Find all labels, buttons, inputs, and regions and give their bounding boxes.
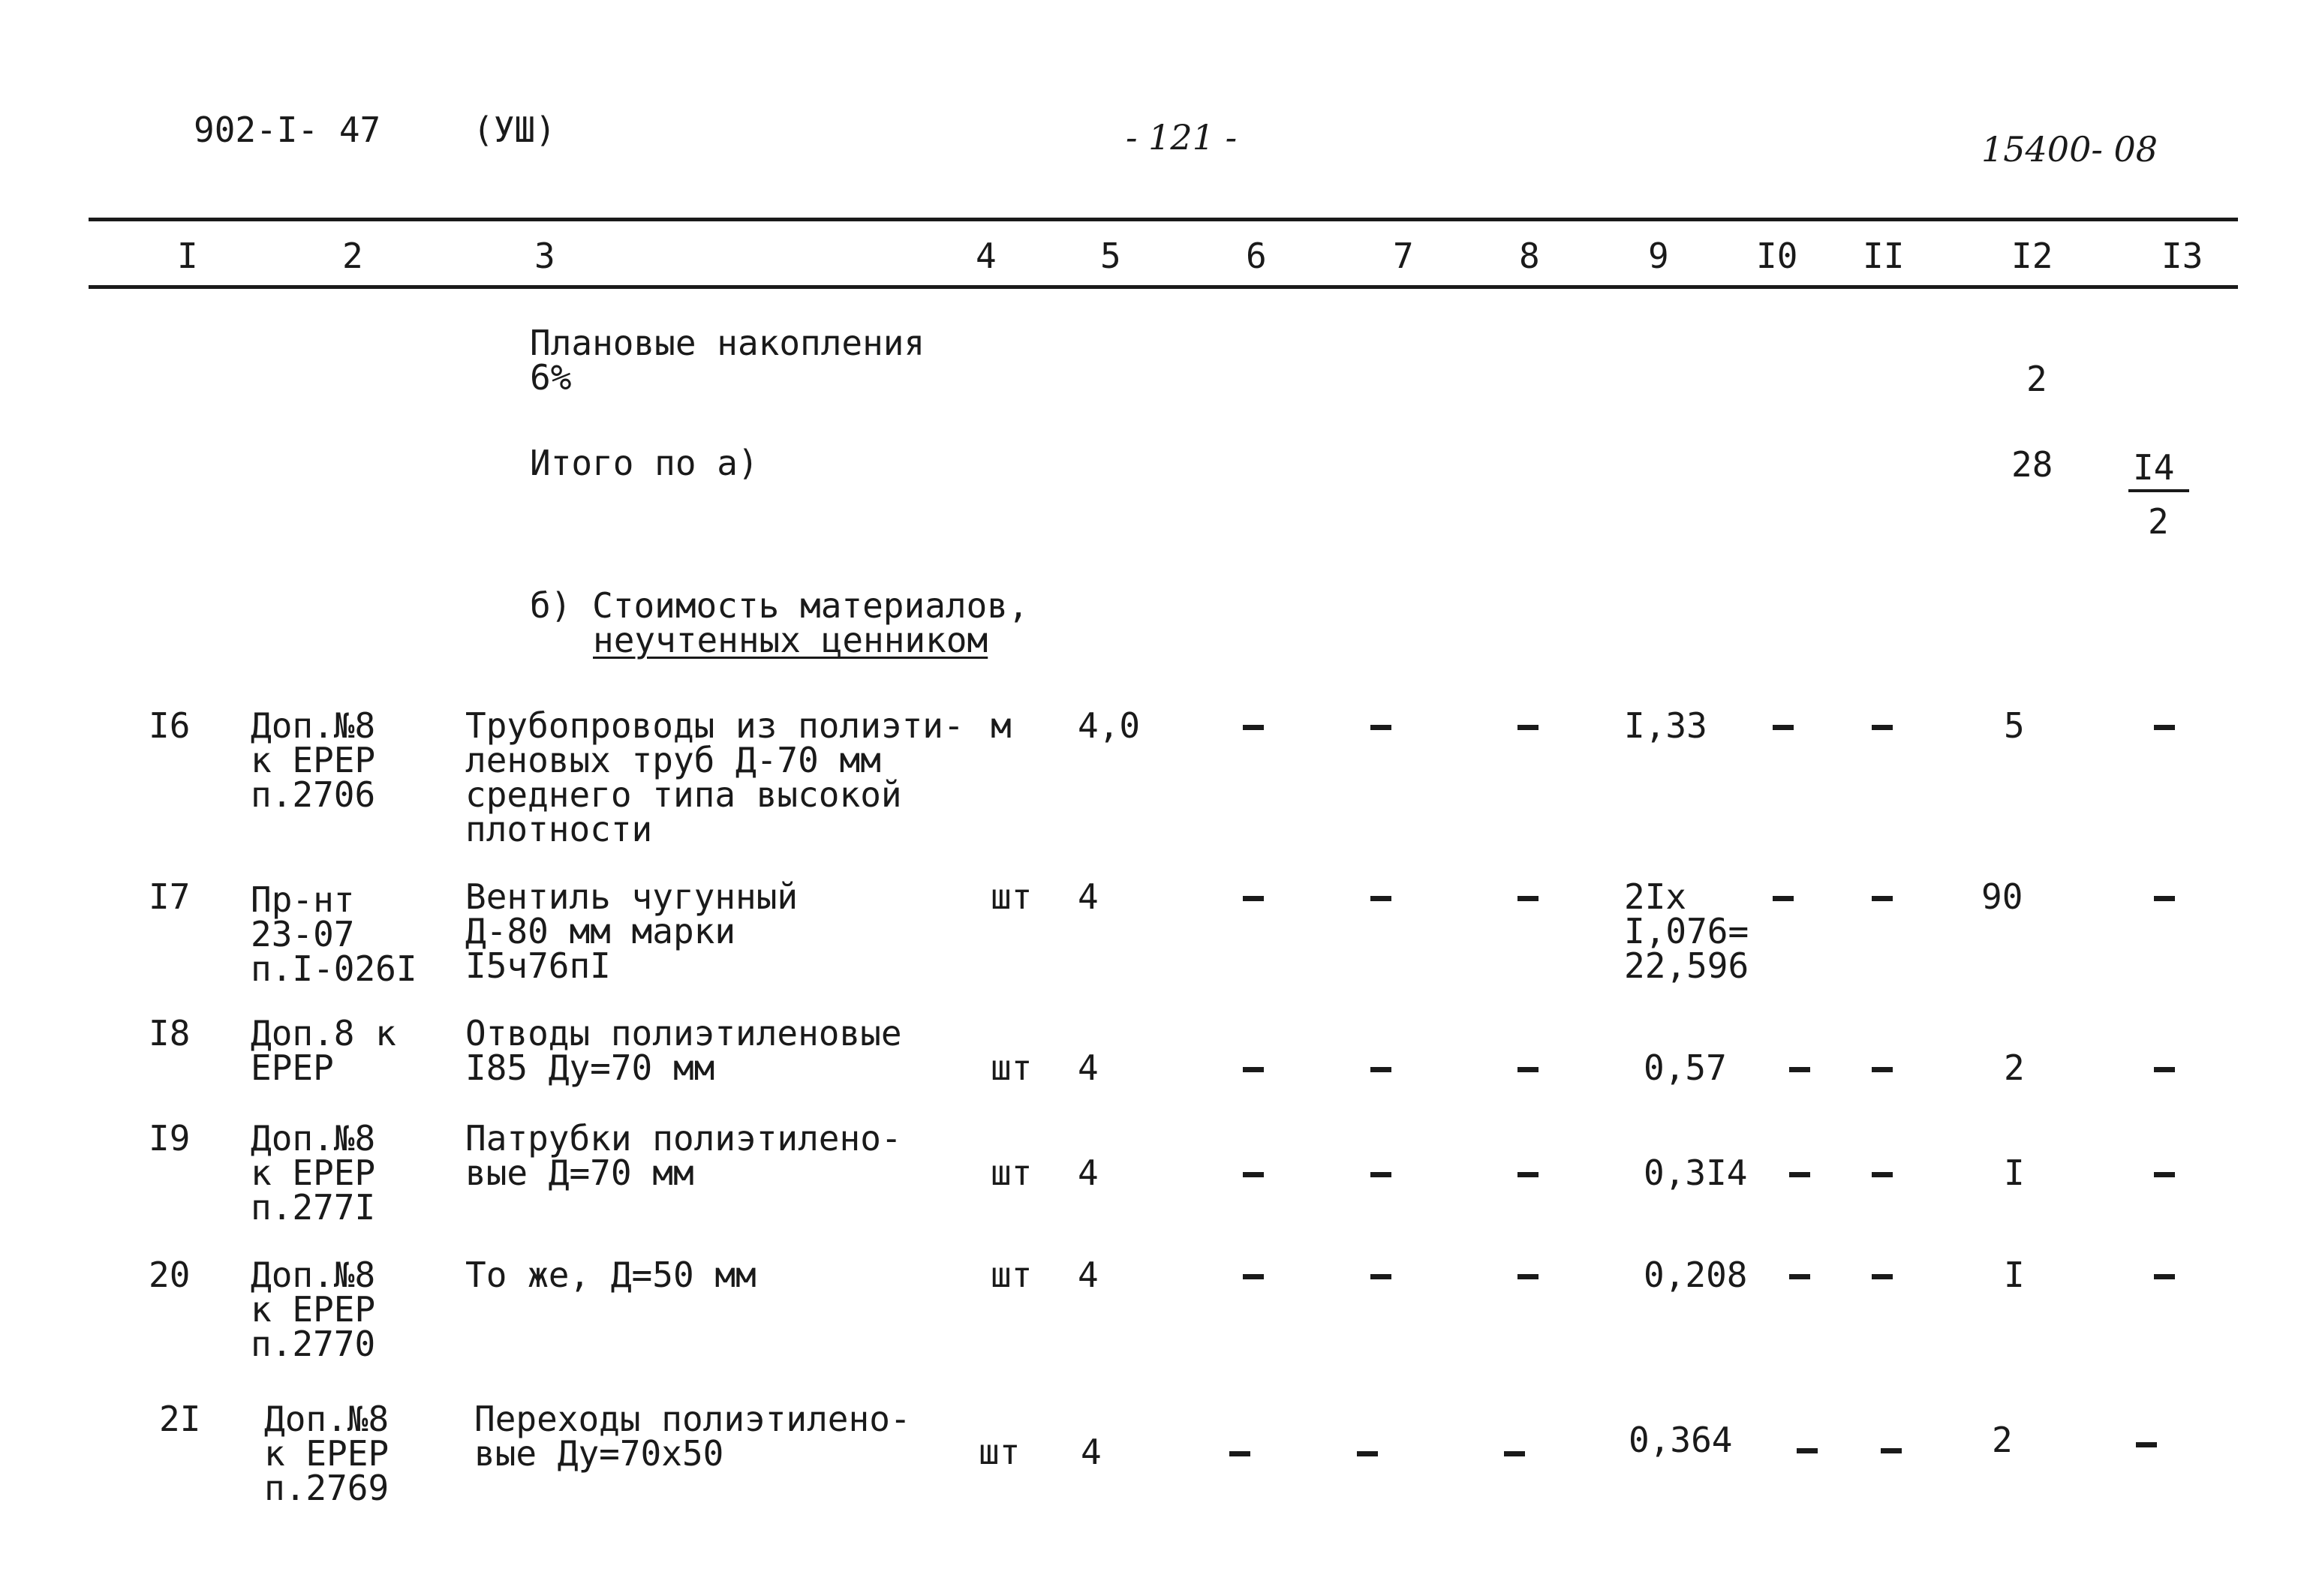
column-header: II: [1863, 236, 1905, 276]
total-a-value: 28: [2011, 444, 2053, 485]
column-header: I2: [2011, 236, 2053, 276]
empty-cell-dash: [1773, 896, 1794, 901]
empty-cell-dash: [1243, 725, 1264, 730]
row-name: Патрубки полиэтилено- вые Д=70 мм: [465, 1118, 902, 1193]
empty-cell-dash: [1517, 1067, 1539, 1072]
row-name: Трубопроводы из полиэти- леновых труб Д-70 мм среднего типа высокой плотности: [465, 705, 964, 849]
empty-cell-dash: [1370, 1274, 1391, 1279]
empty-cell-dash: [1881, 1448, 1902, 1453]
empty-cell-dash: [1229, 1451, 1250, 1456]
row-col9: 0,3I4: [1644, 1153, 1748, 1193]
column-header: I: [177, 236, 198, 276]
row-unit: шт: [991, 1153, 1033, 1193]
empty-cell-dash: [2154, 1172, 2175, 1177]
empty-cell-dash: [1789, 1067, 1810, 1072]
column-header: 3: [534, 236, 555, 276]
row-col9: 0,364: [1629, 1420, 1733, 1460]
column-header: 2: [342, 236, 363, 276]
planned-savings-label: Плановые накопления 6%: [530, 323, 925, 398]
column-header: I0: [1756, 236, 1798, 276]
empty-cell-dash: [1517, 896, 1539, 901]
total-a-fraction-top: I4: [2128, 450, 2189, 492]
empty-cell-dash: [1789, 1274, 1810, 1279]
table-top-rule: [89, 218, 2238, 221]
row-col9: I,33: [1624, 705, 1707, 746]
row-unit: шт: [991, 1255, 1033, 1295]
column-header: 7: [1393, 236, 1414, 276]
empty-cell-dash: [1872, 896, 1893, 901]
empty-cell-dash: [1357, 1451, 1378, 1456]
row-quantity: 4: [1078, 1255, 1099, 1295]
column-header: 4: [976, 236, 997, 276]
row-name: Переходы полиэтилено- вые Ду=70х50: [474, 1399, 911, 1474]
archive-number: 15400- 08: [1981, 129, 2158, 170]
row-col12: 2: [2004, 1047, 2025, 1088]
row-col12: 90: [1981, 876, 2023, 917]
row-number: 2I: [159, 1399, 201, 1439]
empty-cell-dash: [2154, 1274, 2175, 1279]
row-quantity: 4: [1081, 1432, 1102, 1472]
row-reference: Пр-нт 23-07 п.I-026I: [251, 879, 417, 989]
empty-cell-dash: [1789, 1172, 1810, 1177]
section-b-subtitle: неучтенных ценником: [593, 620, 988, 660]
empty-cell-dash: [2136, 1442, 2157, 1447]
row-name: То же, Д=50 мм: [465, 1255, 756, 1295]
column-header: 5: [1100, 236, 1121, 276]
row-unit: м: [991, 705, 1012, 746]
row-number: I6: [149, 705, 191, 746]
empty-cell-dash: [2154, 1067, 2175, 1072]
row-name: Отводы полиэтиленовые I85 Ду=70 мм: [465, 1013, 902, 1088]
row-unit: шт: [991, 876, 1033, 917]
empty-cell-dash: [1243, 896, 1264, 901]
column-header: I3: [2161, 236, 2203, 276]
row-name: Вентиль чугунный Д-80 мм марки I5ч76пI: [465, 876, 799, 986]
row-number: 20: [149, 1255, 191, 1295]
table-header-rule: [89, 285, 2238, 289]
empty-cell-dash: [2154, 725, 2175, 730]
empty-cell-dash: [1797, 1448, 1818, 1453]
row-unit: шт: [979, 1432, 1021, 1472]
row-col12: 5: [2004, 705, 2025, 746]
row-reference: Доп.№8 к ЕРЕР п.277I: [251, 1118, 376, 1228]
row-number: I7: [149, 876, 191, 917]
empty-cell-dash: [1517, 1274, 1539, 1279]
empty-cell-dash: [1872, 725, 1893, 730]
row-reference: Доп.№8 к ЕРЕР п.2769: [264, 1399, 390, 1508]
planned-savings-value: 2: [2026, 359, 2047, 399]
row-quantity: 4: [1078, 1153, 1099, 1193]
empty-cell-dash: [1504, 1451, 1525, 1456]
row-reference: Доп.№8 к ЕРЕР п.2770: [251, 1255, 376, 1364]
empty-cell-dash: [1370, 896, 1391, 901]
total-a-label: Итого по а): [530, 443, 759, 483]
row-col12: I: [2004, 1153, 2025, 1193]
row-col12: I: [2004, 1255, 2025, 1295]
empty-cell-dash: [1872, 1067, 1893, 1072]
row-number: I9: [149, 1118, 191, 1159]
empty-cell-dash: [1773, 725, 1794, 730]
empty-cell-dash: [1243, 1172, 1264, 1177]
series-label: (УШ): [473, 110, 556, 150]
row-col12: 2: [1992, 1420, 2013, 1460]
column-header: 8: [1519, 236, 1540, 276]
empty-cell-dash: [1243, 1274, 1264, 1279]
section-b-title: б) Стоимость материалов,: [530, 585, 1029, 626]
empty-cell-dash: [1243, 1067, 1264, 1072]
row-number: I8: [149, 1013, 191, 1053]
empty-cell-dash: [1872, 1274, 1893, 1279]
empty-cell-dash: [1370, 725, 1391, 730]
document-code: 902-I- 47: [194, 110, 381, 150]
empty-cell-dash: [1872, 1172, 1893, 1177]
page-number: - 121 -: [1126, 117, 1238, 158]
empty-cell-dash: [2154, 896, 2175, 901]
column-header: 9: [1648, 236, 1669, 276]
row-unit: шт: [991, 1047, 1033, 1088]
row-reference: Доп.8 к ЕРЕР: [251, 1013, 396, 1088]
empty-cell-dash: [1517, 1172, 1539, 1177]
row-quantity: 4: [1078, 1047, 1099, 1088]
total-a-fraction-bottom: 2: [2148, 501, 2169, 542]
row-quantity: 4,0: [1078, 705, 1141, 746]
empty-cell-dash: [1370, 1172, 1391, 1177]
row-col9: 2Iх I,076= 22,596: [1624, 876, 1749, 986]
column-header: 6: [1246, 236, 1267, 276]
empty-cell-dash: [1370, 1067, 1391, 1072]
row-col9: 0,57: [1644, 1047, 1727, 1088]
empty-cell-dash: [1517, 725, 1539, 730]
row-quantity: 4: [1078, 876, 1099, 917]
row-reference: Доп.№8 к ЕРЕР п.2706: [251, 705, 376, 815]
row-col9: 0,208: [1644, 1255, 1748, 1295]
